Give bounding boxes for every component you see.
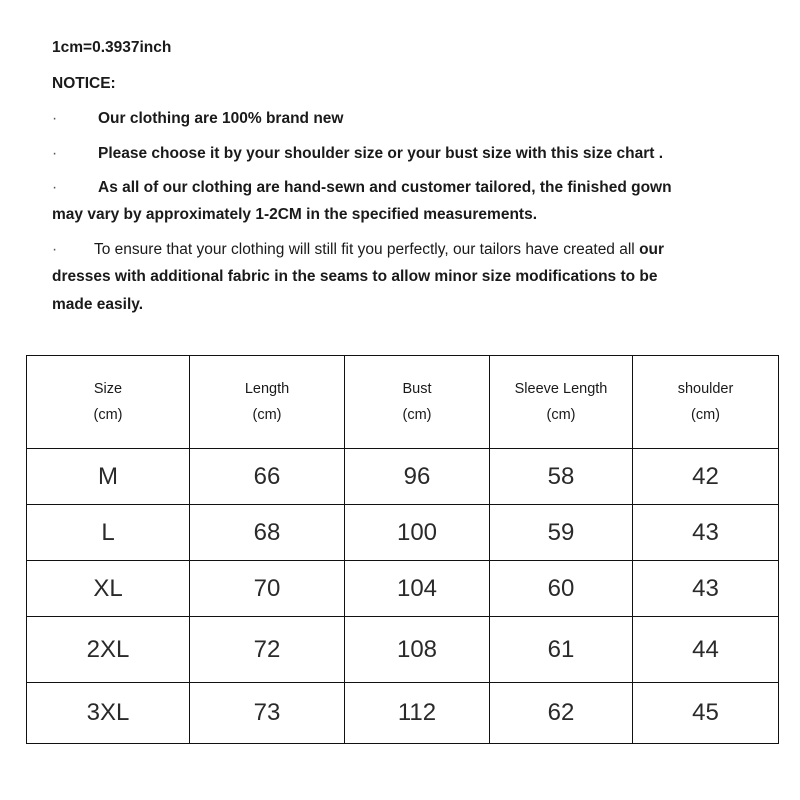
cell-bust: 112 <box>345 683 490 744</box>
bullet-dot: · <box>52 179 58 196</box>
table-row <box>27 561 779 617</box>
notice-text-plain: To ensure that your clothing will still fit you perfectly, our tailors have created all <box>94 241 635 258</box>
notice-text-continued: may vary by approximately 1-2CM in the specified measurements. <box>52 206 537 223</box>
notice-text-continued: dresses with additional fabric in the seams to allow minor size modifications to be <box>52 268 658 285</box>
cell-bust: 104 <box>345 561 490 617</box>
header-shoulder: shoulder (cm) <box>633 356 779 449</box>
bullet-dot: · <box>52 241 58 258</box>
cell-length: 70 <box>190 561 345 617</box>
table-header-row <box>27 356 779 449</box>
cell-shoulder: 42 <box>633 449 779 505</box>
cell-sleeve-length: 60 <box>490 561 633 617</box>
cell-length: 73 <box>190 683 345 744</box>
cell-sleeve-length: 58 <box>490 449 633 505</box>
cell-size: M <box>27 449 190 505</box>
cell-shoulder: 45 <box>633 683 779 744</box>
cell-shoulder: 43 <box>633 505 779 561</box>
header-bust: Bust (cm) <box>345 356 490 449</box>
cell-size: 3XL <box>27 683 190 744</box>
size-chart-table <box>26 355 779 744</box>
table-row <box>27 683 779 744</box>
notice-text: As all of our clothing are hand-sewn and customer tailored, the finished gown <box>98 179 672 196</box>
cell-sleeve-length: 59 <box>490 505 633 561</box>
header-sleeve-length: Sleeve Length (cm) <box>490 356 633 449</box>
header-length: Length (cm) <box>190 356 345 449</box>
cell-sleeve-length: 61 <box>490 617 633 683</box>
table-row <box>27 617 779 683</box>
notice-text-continued: made easily. <box>52 296 144 313</box>
header-size: Size (cm) <box>27 356 190 449</box>
cell-length: 68 <box>190 505 345 561</box>
table-row <box>27 449 779 505</box>
notice-text <box>94 240 664 260</box>
table-row <box>27 505 779 561</box>
bullet-dot: · <box>52 145 58 162</box>
cell-bust: 108 <box>345 617 490 683</box>
cell-size: XL <box>27 561 190 617</box>
unit-conversion: 1cm=0.3937inch <box>52 39 172 56</box>
cell-shoulder: 44 <box>633 617 779 683</box>
cell-length: 66 <box>190 449 345 505</box>
notice-text: Our clothing are 100% brand new <box>98 110 344 127</box>
cell-size: L <box>27 505 190 561</box>
cell-size: 2XL <box>27 617 190 683</box>
notice-title: NOTICE: <box>52 75 116 92</box>
notice-text-bold: our <box>639 241 665 258</box>
cell-sleeve-length: 62 <box>490 683 633 744</box>
cell-shoulder: 43 <box>633 561 779 617</box>
bullet-dot: · <box>52 110 58 127</box>
cell-bust: 96 <box>345 449 490 505</box>
cell-length: 72 <box>190 617 345 683</box>
cell-bust: 100 <box>345 505 490 561</box>
notice-text: Please choose it by your shoulder size or your bust size with this size chart . <box>98 145 664 162</box>
